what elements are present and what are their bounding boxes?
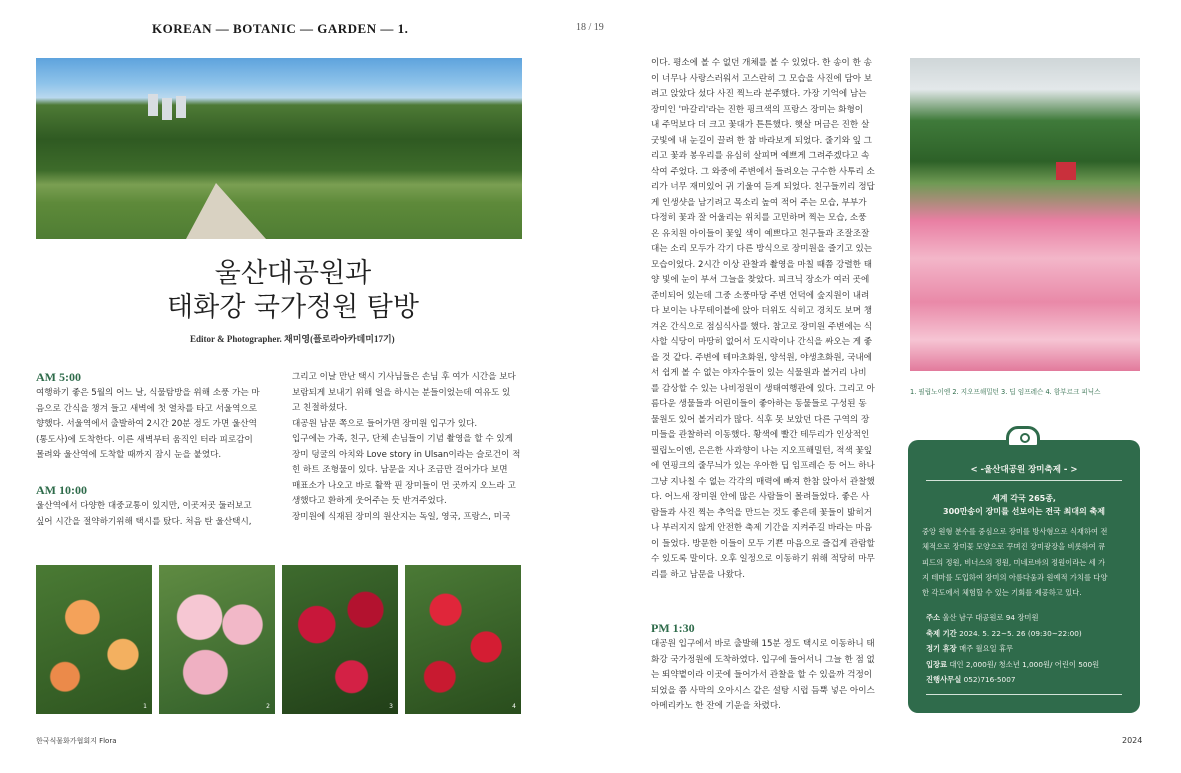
building-shape <box>176 96 186 118</box>
byline: Editor & Photographer. 채미영(플로라아카데미17기) <box>190 334 395 344</box>
photo-number: 4 <box>512 703 516 710</box>
text-line: 울산역에서 다양한 대중교통이 있지만, 이곳저곳 둘러보고 <box>36 501 252 511</box>
text-line: 름다운 생물들과 어린이들이 좋아하는 동물들로 구성된 동 <box>651 399 867 409</box>
info-address <box>926 610 1126 626</box>
text-line: 장미 덩굴의 아치와 Love story in Ulsan이라는 슬로건이 적 <box>292 449 521 460</box>
footer-magazine-name: 한국식물화가협회지 Flora <box>36 737 117 745</box>
text-line: 내 주먹보다 더 크고 꽃대가 튼튼했다. 햇살 머금은 진한 살 <box>651 120 870 130</box>
text-line: 지 테마를 도입하여 장미의 아름다움과 원예적 가치를 다양 <box>922 572 1108 582</box>
text-line: 에 연핑크의 줄무늬가 있는 우아한 딥 임프레슨 등 어느 하나 <box>651 461 875 471</box>
rose-photo-2 <box>159 565 275 714</box>
text-line: 수 있도록 말이다. 오후 일정으로 이동하기 위해 적당히 마무 <box>651 554 875 564</box>
text-line: 대공원 입구에서 바로 출발해 15분 정도 택시로 이동하니 태 <box>651 639 875 649</box>
info-period <box>926 626 1126 642</box>
text-line: 이다. 평소에 볼 수 없던 개체를 볼 수 있었다. 한 송이 한 송 <box>651 58 872 68</box>
text-line: 양 빛에 눈이 부셔 그늘을 찾았다. 피크닉 장소가 여러 곳에 <box>651 275 870 285</box>
text-line: 장미인 '마갈리'라는 진한 핑크색의 프랑스 장미는 화형이 <box>651 104 864 115</box>
building-shape <box>148 94 158 116</box>
footer-year: 2024 <box>1122 736 1143 745</box>
text-line: 아메리카노 한 잔에 기운을 차렸다. <box>651 701 781 711</box>
am10-paragraph <box>36 499 272 530</box>
text-line: 대공원 남문 쪽으로 들어가면 장미원 입구가 있다. <box>292 418 478 429</box>
info-fee <box>926 657 1126 673</box>
text-line: 장미원에 식재된 장미의 원산지는 독일, 영국, 프랑스, 미국 <box>292 511 511 522</box>
section-heading-am5: AM 5:00 <box>36 370 81 384</box>
rose-photo-1 <box>36 565 152 714</box>
bamboo-forest-photo <box>36 58 522 239</box>
text-line: 몰려와 울산역에 도착할 때까지 잠시 눈을 붙였다. <box>36 450 222 460</box>
text-line: 람들과 사진 찍는 추억을 만드는 것도 좋은데 꽃들이 밟히거 <box>651 507 873 518</box>
text-line: (통도사)에 도착한다. 이른 새벽부터 움직인 터라 피로감이 <box>36 434 253 445</box>
page-number: 18 / 19 <box>576 22 604 33</box>
text-line: 향했다. 서울역에서 출발하여 2시간 20분 정도 가면 울산역 <box>36 419 257 429</box>
tent-shape <box>1056 162 1076 180</box>
info-value: 052)716-5007 <box>961 675 1016 685</box>
title-line-2: 태화강 국가정원 탐방 <box>167 292 419 323</box>
text-line: 를 감상할 수 있는 나비정원이 생태여행관에 있다. 그리고 아 <box>651 383 875 394</box>
text-line: 보람되게 보내기 위해 얼을 하시는 분들이었는데 여유도 있 <box>292 387 511 398</box>
text-line: 온 유치원 아이들이 꽃잎 색이 예쁘다고 친구들과 조잘조잘 <box>651 228 870 239</box>
text-line: 여행하기 좋은 5월의 어느 날, 식물탐방을 위해 소풍 가는 마 <box>36 388 260 398</box>
info-label: 입장료 <box>926 659 948 669</box>
photo-number: 1 <box>143 703 147 710</box>
text-line: 겨온 간식으로 점심식사를 했다. 참고로 장미원 주변에는 식 <box>651 321 873 332</box>
info-label: 정기 휴장 <box>926 644 957 654</box>
divider <box>926 694 1122 695</box>
card-info-list <box>926 610 1126 688</box>
text-line: 리고 꽃과 봉우리를 유심히 살피며 예쁘게 그려주겠다고 속 <box>651 151 870 161</box>
pm130-paragraph <box>651 637 883 715</box>
info-value: 2024. 5. 22~5. 26 (09:30~22:00) <box>956 628 1082 638</box>
text-line: 그리고 이날 만난 택시 기사님들은 손님 후 여가 시간을 보다 <box>292 372 516 382</box>
festival-info-card <box>908 440 1140 713</box>
info-value: 울산 남구 대공원로 94 장미원 <box>940 613 1039 622</box>
text-line: 모습이었다. 2시간 이상 관찰과 촬영을 마칠 때쯤 강렬한 태 <box>651 259 872 270</box>
info-value: 매주 월요일 휴무 <box>956 644 1014 654</box>
subtitle-line: 300만송이 장미를 선보이는 전국 최대의 축제 <box>943 507 1105 516</box>
header-title: KOREAN — BOTANIC — GARDEN — 1. <box>152 21 409 36</box>
am5-paragraph <box>36 386 272 464</box>
text-line: 물원도 있어 볼거리가 많다. 식후 못 보았던 다른 구역의 장 <box>651 414 870 425</box>
card-title: < -울산대공원 장미축제 - > <box>970 465 1078 475</box>
text-line: 준비되어 있는데 그중 소풍마당 주변 언덕에 숲지원이 내려 <box>651 290 870 301</box>
card-description <box>922 524 1128 600</box>
rose-garden-photo <box>910 58 1140 371</box>
text-line: 그냥 지나칠 수 없는 각각의 매력에 빠져 한참 앉아서 관찰했 <box>651 476 875 487</box>
text-line: 한 각도에서 체험할 수 있는 기회를 제공하고 있다. <box>922 588 1082 598</box>
text-line: 사할 식당이 마땅히 없어서 도시락이나 간식을 싸오는 게 좋 <box>651 337 873 347</box>
info-label: 주소 <box>926 613 941 622</box>
rose-photo-4 <box>405 565 521 714</box>
photo-number: 2 <box>266 703 270 710</box>
section-heading-pm130: PM 1:30 <box>651 621 695 635</box>
text-line: 화강 국가정원에 도착하였다. 입구에 들어서니 그늘 한 점 없 <box>651 654 875 665</box>
text-line: 미들을 관찰하러 이동했다. 황색에 빨간 테두리가 인상적인 <box>651 430 870 440</box>
text-line: 다. 어느새 장미원 안에 많은 사람들이 몰려들었다. 좋은 사 <box>651 492 870 502</box>
middle-column-text <box>292 370 524 525</box>
walking-path-shape <box>186 183 266 239</box>
info-label: 축제 기간 <box>926 628 957 638</box>
rose-photo-3 <box>282 565 398 714</box>
text-line: 생했다고 환하게 웃어주는 듯 반겨주었다. <box>292 496 447 506</box>
text-line: 서 쉽게 볼 수 없는 야자수들이 있는 식물원과 볼거리 나비 <box>651 368 867 378</box>
text-line: 리를 하고 남문을 나왔다. <box>651 569 745 580</box>
building-shape <box>162 98 172 120</box>
subtitle-line: 세계 각국 265종, <box>992 494 1056 503</box>
text-line: 게 인생샷을 남기려고 목소리 높여 적어 주는 모습, 부부가 <box>651 197 867 208</box>
info-office <box>926 672 1126 688</box>
text-line: 이 너무나 사랑스러워서 고스란히 그 모습을 사진에 담아 보 <box>651 73 873 84</box>
text-line: 는 뙤약볕이라 이곳에 들어가서 관찰을 할 수 있을까 걱정이 <box>651 670 873 680</box>
text-line: 려고 앉았다 섰다 사진 찍느라 분주했다. 가장 기억에 남는 <box>651 89 867 99</box>
section-heading-am10: AM 10:00 <box>36 483 87 497</box>
photo-caption: 1. 필립노이엔 2. 지오프해밀턴 3. 딥 임프레슨 4. 함부르크 피닉스 <box>910 388 1101 396</box>
info-label: 진행사무실 <box>926 675 962 685</box>
text-line: 음으로 간식을 챙겨 들고 새벽에 첫 열차를 타고 서울역으로 <box>36 403 258 414</box>
title-line-1: 울산대공원과 <box>214 258 372 289</box>
text-line: 되었을 쯤 사막의 오아시스 같은 설탕 시럽 듬뿍 넣은 아이스 <box>651 685 875 696</box>
text-line: 입구에는 가족, 친구, 단체 손님들이 기념 촬영을 할 수 있게 <box>292 434 513 444</box>
text-line: 다 보이는 나무테이블에 앉아 더위도 식히고 경치도 보며 챙 <box>651 306 873 316</box>
info-value: 대인 2,000원/ 청소년 1,000원/ 어린이 500원 <box>947 659 1100 669</box>
text-line: 체적으로 장미꽃 모양으로 꾸며진 장미광장을 비롯하여 큐 <box>922 542 1106 552</box>
text-line: 고 친절하셨다. <box>292 403 348 413</box>
card-subtitle <box>922 492 1126 518</box>
text-line: 굿빛에 내 눈길이 끌려 한 참 바라보게 되었다. 줄기와 잎 그 <box>651 135 872 146</box>
text-line: 중앙 원형 분수를 중심으로 장미를 방사형으로 식재하여 전 <box>922 527 1108 536</box>
text-line: 리가 너무 재미있어 귀 기울여 듣게 되었다. 친구들끼리 정답 <box>651 182 875 192</box>
article-title <box>160 257 426 325</box>
info-closed <box>926 641 1126 657</box>
text-line: 나 부러지지 않게 안전한 축제 기간을 지켜주길 바라는 마음 <box>651 523 873 533</box>
clipboard-clip-icon <box>1006 426 1040 448</box>
photo-number: 3 <box>389 703 393 710</box>
text-line: 싶어 시간을 절약하기위해 택시를 탔다. 처음 탄 울산택시, <box>36 516 252 527</box>
text-line: 매표소가 나오고 바로 활짝 핀 장미들이 먼 곳까지 오느라 고 <box>292 480 516 491</box>
text-line: 대는 소리 모두가 각기 다른 방식으로 장미원을 즐기고 있는 <box>651 244 873 254</box>
text-line: 다정히 꽃과 잘 어울리는 위치를 고민하며 찍는 모습, 소풍 <box>651 213 867 223</box>
text-line: 이 들었다. 방문한 이들이 모두 기쁜 마음으로 즐겁게 관람할 <box>651 538 875 549</box>
divider <box>926 480 1122 481</box>
text-line: 필립노이엔, 은은한 사과향이 나는 지오프해밀턴, 적색 꽃잎 <box>651 445 873 456</box>
text-line: 삭여 주었다. 그 와중에 주변에서 들려오는 구수한 사투리 소 <box>651 166 875 177</box>
right-column-text <box>651 56 883 583</box>
text-line: 피드의 정원, 비너스의 정원, 미네르바의 정원이라는 세 가 <box>922 557 1105 567</box>
text-line: 힌 하트 조형물이 있다. 남문을 지나 조금만 걸어가다 보면 <box>292 465 508 475</box>
text-line: 을 것 같다. 주변에 테마초화원, 양석원, 야생초화원, 국내에 <box>651 352 872 363</box>
